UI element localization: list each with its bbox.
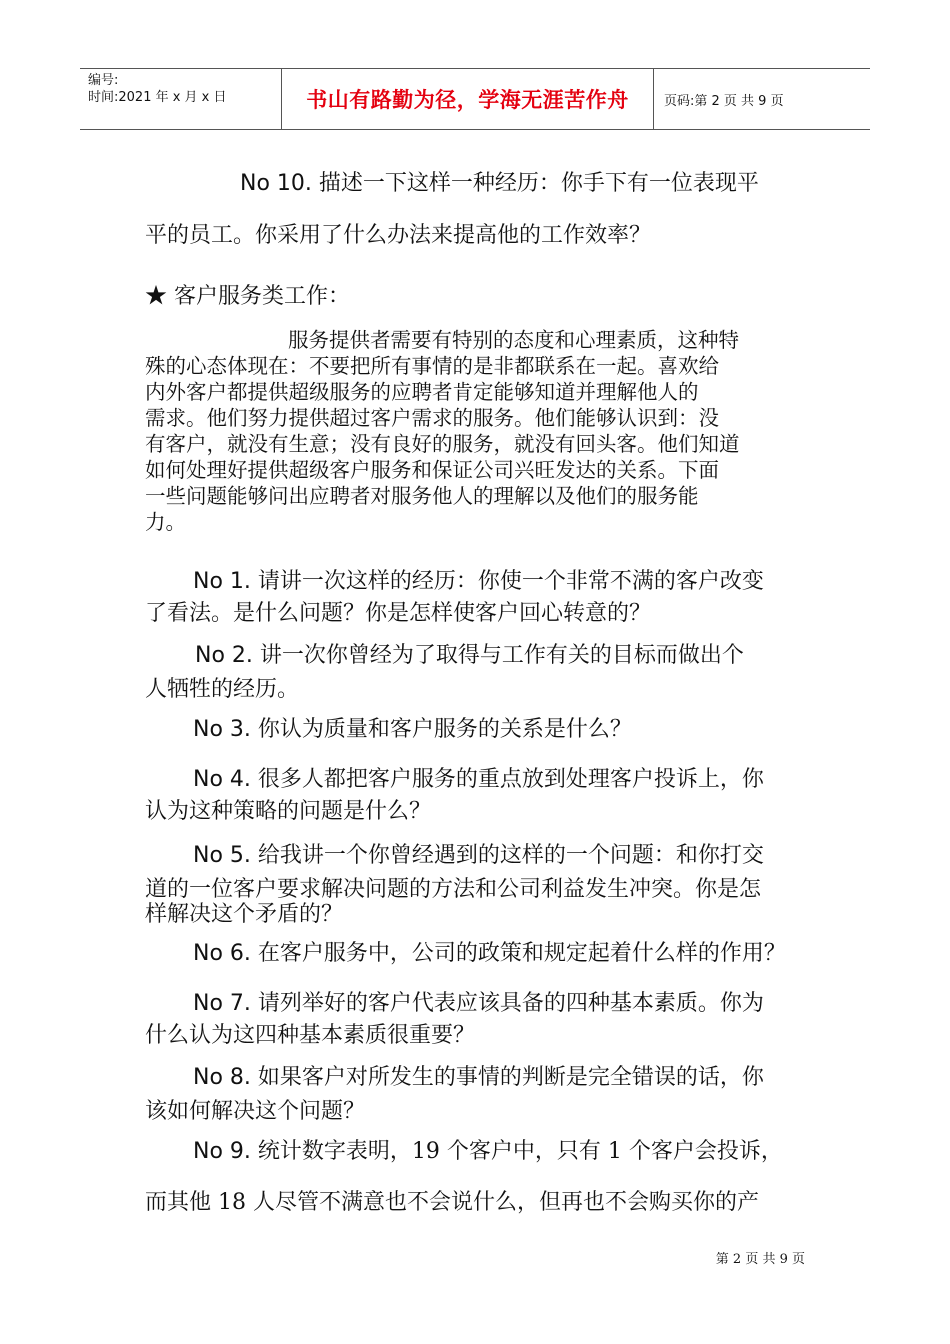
intro-line: 需求。他们努力提供超过客户需求的服务。他们能够认识到：没 <box>145 406 719 430</box>
page-number-label: 页码:第 2 页 共 9 页 <box>664 93 784 109</box>
header-motto-cell <box>282 69 654 129</box>
section-heading: ★ 客户服务类工作： <box>145 284 350 309</box>
question-10-line-1: No 10. 描述一下这样一种经历：你手下有一位表现平 <box>240 171 759 196</box>
serial-number-label: 编号: <box>88 73 119 88</box>
question-6-line-1: No 6. 在客户服务中，公司的政策和规定起着什么样的作用？ <box>193 941 786 966</box>
page-header <box>80 68 870 130</box>
question-4-line-2: 认为这种策略的问题是什么？ <box>145 799 432 824</box>
question-2-line-2: 人牺牲的经历。 <box>145 677 300 702</box>
question-8-line-1: No 8. 如果客户对所发生的事情的判断是完全错误的话，你 <box>193 1065 764 1090</box>
intro-line: 力。 <box>145 510 186 534</box>
motto-text: 书山有路勤为径，学海无涯苦作舟 <box>306 88 629 112</box>
question-5-line-3: 样解决这个矛盾的？ <box>145 902 344 927</box>
intro-line: 一些问题能够问出应聘者对服务他人的理解以及他们的服务能 <box>145 484 699 508</box>
intro-line: 殊的心态体现在：不要把所有事情的是非都联系在一起。喜欢给 <box>145 354 719 378</box>
question-number: No 8. <box>193 1065 251 1090</box>
question-7-line-1: No 7. 请列举好的客户代表应该具备的四种基本素质。你为 <box>193 991 764 1016</box>
intro-line: 内外客户都提供超级服务的应聘者肯定能够知道并理解他人的 <box>145 380 699 404</box>
question-number: No 5. <box>193 843 251 868</box>
question-8-line-2: 该如何解决这个问题？ <box>145 1099 366 1124</box>
question-1-line-1: No 1. 请讲一次这样的经历：你使一个非常不满的客户改变 <box>193 569 764 594</box>
date-label: 时间:2021 年 x 月 x 日 <box>88 90 227 105</box>
question-9-line-2: 而其他 18 人尽管不满意也不会说什么，但再也不会购买你的产 <box>145 1190 759 1215</box>
intro-line: 如何处理好提供超级客户服务和保证公司兴旺发达的关系。下面 <box>145 458 719 482</box>
header-page-cell <box>654 69 870 129</box>
question-number: No 3. <box>193 717 251 742</box>
question-number: No 9. <box>193 1139 251 1164</box>
question-9-line-1: No 9. 统计数字表明，19 个客户中，只有 1 个客户会投诉， <box>193 1139 783 1164</box>
question-number: No 6. <box>193 941 251 966</box>
question-5-line-1: No 5. 给我讲一个你曾经遇到的这样的一个问题：和你打交 <box>193 843 764 868</box>
question-number: No 10. <box>240 171 312 196</box>
question-number: No 1. <box>193 569 251 594</box>
header-meta-cell <box>80 69 282 129</box>
page-footer: 第 2 页 共 9 页 <box>715 1252 805 1267</box>
question-2-line-1: No 2. 讲一次你曾经为了取得与工作有关的目标而做出个 <box>195 643 744 668</box>
question-number: No 4. <box>193 767 251 792</box>
question-3-line-1: No 3. 你认为质量和客户服务的关系是什么？ <box>193 717 632 742</box>
question-1-line-2: 了看法。是什么问题？你是怎样使客户回心转意的？ <box>145 601 652 626</box>
question-number: No 2. <box>195 643 253 668</box>
intro-line: 服务提供者需要有特别的态度和心理素质，这种特 <box>288 328 739 352</box>
question-number: No 7. <box>193 991 251 1016</box>
question-7-line-2: 什么认为这四种基本素质很重要？ <box>145 1023 476 1048</box>
question-4-line-1: No 4. 很多人都把客户服务的重点放到处理客户投诉上，你 <box>193 767 764 792</box>
intro-line: 有客户，就没有生意；没有良好的服务，就没有回头客。他们知道 <box>145 432 740 456</box>
question-5-line-2: 道的一位客户要求解决问题的方法和公司利益发生冲突。你是怎 <box>145 877 762 902</box>
question-10-line-2: 平的员工。你采用了什么办法来提高他的工作效率？ <box>145 223 652 248</box>
